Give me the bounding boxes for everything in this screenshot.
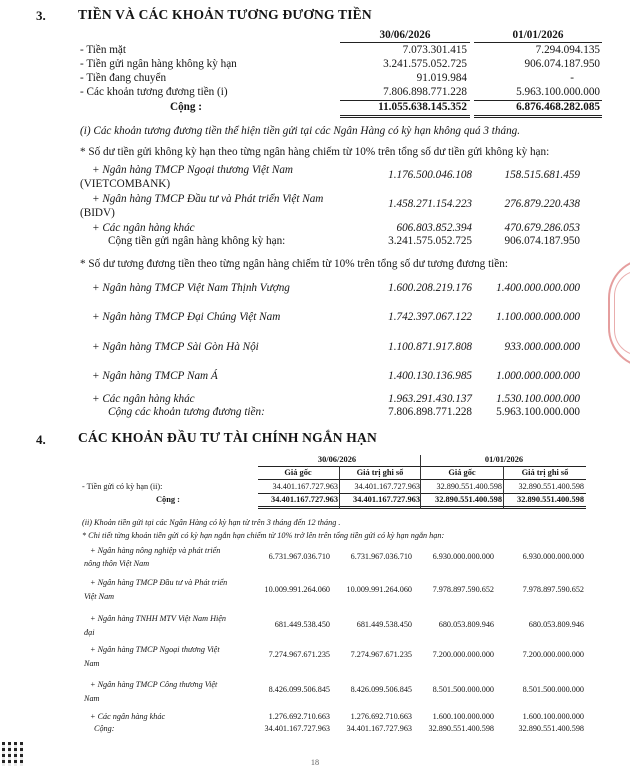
s4-banks-total-value: 32.890.551.400.598: [428, 724, 494, 733]
s3-demand-value-1: 606.803.852.394: [396, 222, 472, 234]
s4-bank-value: 7.274.967.671.235: [350, 650, 412, 659]
s4-total-value: 34.401.167.727.963: [271, 495, 338, 504]
s4-date-header-1: 30/06/2026: [317, 455, 357, 464]
s3-equiv-bank: + Ngân hàng TMCP Việt Nam Thịnh Vượng: [92, 282, 290, 294]
s4-bank-value: 8.426.099.506.845: [268, 685, 330, 694]
s4-col-divider: [420, 455, 421, 509]
s4-bank-line1: + Các ngân hàng khác: [90, 712, 166, 721]
s4-subheader: Giá trị ghi sổ: [521, 468, 569, 477]
s3-total-double-rule-2: [474, 115, 602, 118]
s4-banks-total-value: 34.401.167.727.963: [346, 724, 412, 733]
s4-bank-value: 1.276.692.710.663: [268, 712, 330, 721]
s4-total-value: 32.890.551.400.598: [517, 495, 584, 504]
s3-equiv-value-1: 1.600.208.219.176: [388, 282, 472, 294]
s4-bank-value: 680.053.809.946: [528, 620, 584, 629]
s4-bank-line1: + Ngân hàng nông nghiệp và phát triển: [90, 546, 221, 555]
s3-row-value-1: 7.806.898.771.228: [383, 86, 467, 98]
s4-total-rule: [258, 493, 586, 494]
s4-bank-value: 680.053.809.946: [438, 620, 494, 629]
s4-bank-line2: Nam: [84, 694, 100, 703]
s3-equiv-total-label: Cộng các khoản tương đương tiền:: [108, 406, 265, 418]
s4-header-rule-top: [258, 466, 586, 467]
s3-total-label: Cộng :: [170, 101, 203, 113]
s4-header-rule-bottom: [258, 479, 586, 480]
s3-total-double-rule-1: [340, 115, 470, 118]
s4-subheader: Giá gốc: [448, 468, 476, 477]
s4-bank-line1: + Ngân hàng TMCP Ngoại thương Việt: [90, 645, 220, 654]
s3-demand-bank-line1: + Các ngân hàng khác: [92, 222, 195, 234]
s3-equiv-bank: + Ngân hàng TMCP Nam Á: [92, 370, 218, 382]
section-4-number: 4.: [36, 432, 46, 447]
s3-equiv-bank: + Ngân hàng TMCP Sài Gòn Hà Nội: [92, 341, 259, 353]
s3-header-rule-1: [340, 42, 470, 43]
s3-total-value-1: 11.055.638.145.352: [378, 101, 467, 113]
s3-row-value-1: 7.073.301.415: [402, 44, 467, 56]
s3-equiv-value-1: 1.400.130.136.985: [388, 370, 472, 382]
s4-bank-value: 1.600.100.000.000: [432, 712, 494, 721]
s3-demand-total-value-1: 3.241.575.052.725: [388, 235, 472, 247]
s3-equiv-value-2: 933.000.000.000: [504, 341, 580, 353]
s3-demand-value-2: 470.679.286.053: [504, 222, 580, 234]
s3-total-value-2: 6.876.468.282.085: [516, 101, 600, 113]
s4-bank-line2: Nam: [84, 659, 100, 668]
s3-equiv-total-value-1: 7.806.898.771.228: [388, 406, 472, 418]
s4-detail-heading: * Chi tiết từng khoản tiền gửi có kỳ hạn ngắn hạn chiếm từ 10% trở lên trên tổng tiền gửi có kỳ hạn ngắn hạn:: [82, 531, 445, 540]
s4-bank-value: 6.731.967.036.710: [350, 552, 412, 561]
s4-row-value: 32.890.551.400.598: [436, 482, 502, 491]
s3-row-value-2: -: [570, 72, 574, 84]
s3-demand-bank-line2: (VIETCOMBANK): [80, 178, 171, 190]
s4-bank-value: 6.930.000.000.000: [522, 552, 584, 561]
s3-demand-value-2: 158.515.681.459: [504, 169, 580, 181]
s4-bank-value: 7.274.967.671.235: [268, 650, 330, 659]
s3-equiv-value-2: 1.000.000.000.000: [496, 370, 580, 382]
s4-bank-value: 10.009.991.264.060: [346, 585, 412, 594]
s4-bank-value: 1.600.100.000.000: [522, 712, 584, 721]
s4-col-divider: [503, 466, 504, 509]
s3-note-i: (i) Các khoản tương đương tiền thể hiện tiền gửi tại các Ngân Hàng có kỳ hạn không quá 3 tháng.: [80, 125, 521, 137]
s3-row-label: - Tiền đang chuyển: [80, 72, 167, 84]
s4-bank-value: 1.276.692.710.663: [350, 712, 412, 721]
s4-bank-line2: đại: [84, 628, 95, 637]
s3-equiv-total-value-2: 5.963.100.000.000: [496, 406, 580, 418]
s4-total-value: 34.401.167.727.963: [353, 495, 420, 504]
s4-bank-value: 7.978.897.590.652: [432, 585, 494, 594]
s4-bank-value: 6.731.967.036.710: [268, 552, 330, 561]
s3-demand-bank-line1: + Ngân hàng TMCP Ngoại thương Việt Nam: [92, 164, 294, 176]
s4-banks-total-value: 34.401.167.727.963: [264, 724, 330, 733]
qr-code-icon: [2, 742, 26, 766]
s4-bank-value: 8.501.500.000.000: [522, 685, 584, 694]
s4-total-label: Cộng :: [156, 495, 180, 504]
s4-total-value: 32.890.551.400.598: [435, 495, 502, 504]
s4-bank-value: 7.978.897.590.652: [522, 585, 584, 594]
s3-equiv-value-2: 1.400.000.000.000: [496, 282, 580, 294]
s4-bank-value: 681.449.538.450: [356, 620, 412, 629]
s4-bank-value: 7.200.000.000.000: [522, 650, 584, 659]
s3-equiv-bank: + Các ngân hàng khác: [92, 393, 195, 405]
s3-equiv-value-1: 1.742.397.067.122: [388, 311, 472, 323]
s3-col-header-2: 01/01/2026: [512, 29, 564, 41]
s4-row-label: - Tiền gửi có kỳ hạn (ii):: [82, 482, 163, 491]
s4-row-value: 34.401.167.727.963: [354, 482, 420, 491]
page-number: 18: [310, 758, 320, 767]
section-3-number: 3.: [36, 8, 46, 23]
s3-demand-total-value-2: 906.074.187.950: [504, 235, 580, 247]
s4-bank-value: 10.009.991.264.060: [264, 585, 330, 594]
s4-bank-line1: + Ngân hàng TNHH MTV Việt Nam Hiện: [90, 614, 226, 623]
s4-row-value: 34.401.167.727.963: [272, 482, 338, 491]
s4-bank-line1: + Ngân hàng TMCP Công thương Việt: [90, 680, 218, 689]
s3-demand-total-label: Cộng tiền gửi ngân hàng không kỳ hạn:: [108, 235, 286, 247]
s3-row-value-1: 91.019.984: [416, 72, 467, 84]
s4-bank-value: 681.449.538.450: [274, 620, 330, 629]
s4-bank-line1: + Ngân hàng TMCP Đầu tư và Phát triển: [90, 578, 228, 587]
s3-row-value-1: 3.241.575.052.725: [383, 58, 467, 70]
s4-bank-value: 6.930.000.000.000: [432, 552, 494, 561]
s3-equiv-value-2: 1.530.100.000.000: [496, 393, 580, 405]
section-4-title: CÁC KHOẢN ĐẦU TƯ TÀI CHÍNH NGẮN HẠN: [78, 430, 377, 445]
s3-row-value-2: 7.294.094.135: [535, 44, 600, 56]
s3-row-label: - Tiền gửi ngân hàng không kỳ hạn: [80, 58, 237, 70]
s3-col-header-1: 30/06/2026: [379, 29, 431, 41]
s4-subheader: Giá gốc: [284, 468, 312, 477]
s4-bank-value: 7.200.000.000.000: [432, 650, 494, 659]
s3-demand-value-1: 1.458.271.154.223: [388, 198, 472, 210]
s4-bank-value: 8.501.500.000.000: [432, 685, 494, 694]
s4-banks-total-label: Cộng:: [94, 724, 115, 733]
section-3-title: TIỀN VÀ CÁC KHOẢN TƯƠNG ĐƯƠNG TIỀN: [78, 7, 372, 22]
s3-equiv-bank: + Ngân hàng TMCP Đại Chúng Việt Nam: [92, 311, 281, 323]
s4-subheader: Giá trị ghi sổ: [356, 468, 404, 477]
s3-equiv-value-1: 1.963.291.430.137: [388, 393, 472, 405]
s4-note-ii: (ii) Khoản tiền gửi tại các Ngân Hàng có kỳ hạn từ trên 3 tháng đến 12 tháng .: [82, 518, 341, 527]
s3-demand-bank-line2: (BIDV): [80, 207, 115, 219]
s4-banks-total-value: 32.890.551.400.598: [518, 724, 584, 733]
s3-row-value-2: 5.963.100.000.000: [516, 86, 600, 98]
s3-equiv-value-2: 1.100.000.000.000: [496, 311, 580, 323]
s3-header-rule-2: [474, 42, 602, 43]
s4-col-divider: [339, 466, 340, 509]
s4-date-header-2: 01/01/2026: [484, 455, 524, 464]
s4-row-value: 32.890.551.400.598: [518, 482, 584, 491]
s3-demand-bank-line1: + Ngân hàng TMCP Đầu tư và Phát triển Việt Nam: [92, 193, 324, 205]
s3-equiv-value-1: 1.100.871.917.808: [388, 341, 472, 353]
s3-row-value-2: 906.074.187.950: [524, 58, 600, 70]
s4-total-double-rule: [258, 506, 586, 509]
s4-bank-line2: Việt Nam: [84, 592, 115, 601]
s4-bank-line2: nông thôn Việt Nam: [84, 559, 150, 568]
s3-row-label: - Tiền mặt: [80, 44, 127, 56]
s4-bank-value: 8.426.099.506.845: [350, 685, 412, 694]
s3-demand-value-1: 1.176.500.046.108: [388, 169, 472, 181]
s3-demand-value-2: 276.879.220.438: [504, 198, 580, 210]
s3-row-label: - Các khoản tương đương tiền (i): [80, 86, 228, 98]
s3-equiv-heading: * Số dư tương đương tiền theo từng ngân hàng chiếm từ 10% trên tổng số dư tương đương tiền:: [80, 258, 508, 270]
s3-demand-heading: * Số dư tiền gửi không kỳ hạn theo từng ngân hàng chiếm từ 10% trên tổng số dư tiền gửi không kỳ hạn:: [80, 146, 550, 158]
